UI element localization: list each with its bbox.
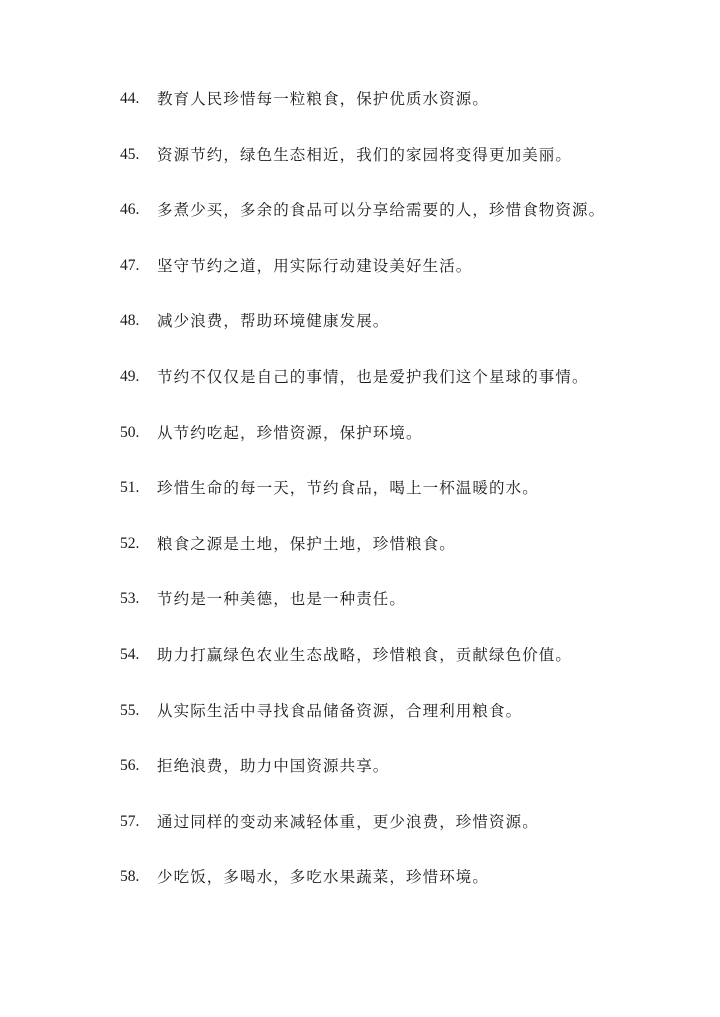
item-number: 49. [120,367,140,385]
item-number: 52. [120,534,140,552]
list-item [120,475,680,531]
list-item [120,809,680,865]
item-number: 44. [120,90,140,107]
item-text: 粮食之源是土地，保护土地，珍惜粮食。 [157,534,456,553]
list-item [120,642,680,698]
item-number: 53. [120,590,140,608]
list-item [120,142,680,198]
list-item [120,308,680,364]
list-item [120,753,680,809]
item-text: 拒绝浪费，助力中国资源共享。 [157,757,390,776]
item-number: 54. [120,645,140,663]
item-number: 46. [120,201,140,219]
item-number: 45. [120,145,140,163]
item-text: 节约是一种美德，也是一种责任。 [157,590,407,609]
item-text: 通过同样的变动来减轻体重，更少浪费，珍惜资源。 [157,812,539,831]
list-item [120,864,680,920]
item-text: 减少浪费，帮助环境健康发展。 [157,312,390,331]
list-item [120,586,680,642]
item-text: 坚守节约之道，用实际行动建设美好生活。 [157,256,473,275]
item-text: 多煮少买，多余的食品可以分享给需要的人，珍惜食物资源。 [157,201,606,220]
item-text: 节约不仅仅是自己的事情，也是爱护我们这个星球的事情。 [157,367,589,386]
item-number: 58. [120,868,140,886]
item-text: 教育人民珍惜每一粒粮食，保护优质水资源。 [157,90,490,108]
list-item [120,197,680,253]
list-item [120,364,680,420]
item-number: 56. [120,757,140,775]
item-text: 少吃饭，多喝水，多吃水果蔬菜，珍惜环境。 [157,868,490,887]
item-number: 50. [120,423,140,441]
item-number: 51. [120,479,140,497]
numbered-list [120,86,680,920]
list-item [120,531,680,587]
item-number: 47. [120,256,140,274]
item-text: 资源节约，绿色生态相近，我们的家园将变得更加美丽。 [157,145,573,164]
item-number: 57. [120,812,140,830]
item-number: 55. [120,701,140,719]
item-text: 珍惜生命的每一天，节约食品，喝上一杯温暖的水。 [157,479,539,498]
list-item [120,420,680,476]
item-text: 从实际生活中寻找食品储备资源，合理利用粮食。 [157,701,523,720]
item-text: 助力打赢绿色农业生态战略，珍惜粮食，贡献绿色价值。 [157,645,573,664]
list-item [120,86,680,142]
list-item [120,253,680,309]
list-item [120,698,680,754]
item-text: 从节约吃起，珍惜资源，保护环境。 [157,423,423,442]
item-number: 48. [120,312,140,330]
